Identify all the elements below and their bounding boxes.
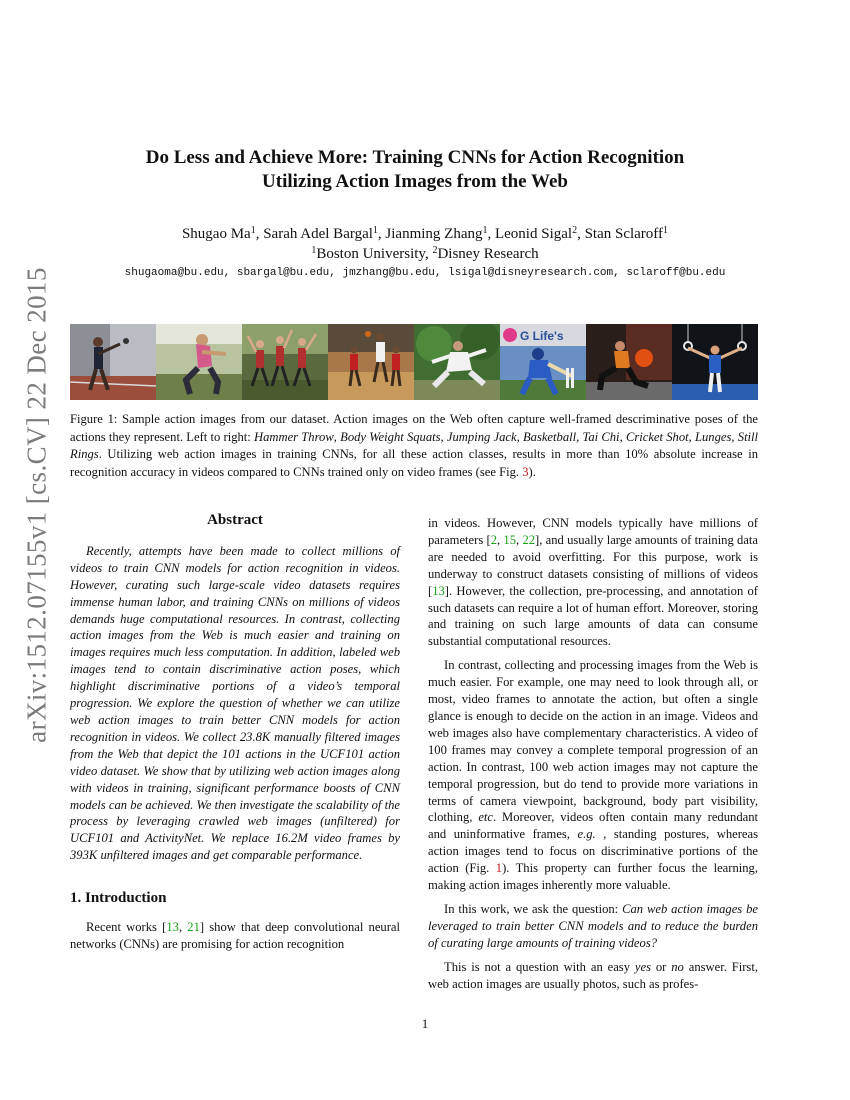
intro-text: , <box>178 920 188 935</box>
body-text: e.g. <box>577 827 596 842</box>
body-text: in videos. However, CNN models typically have millions of parameters [ <box>428 516 758 547</box>
caption-text: ). <box>528 464 536 479</box>
caption-action: Lunges <box>695 429 732 444</box>
photo-hammer-throw <box>70 324 156 400</box>
caption-action: Cricket Shot <box>625 429 689 444</box>
figure-1-link[interactable]: 1 <box>495 861 503 876</box>
photo-body-weight-squats <box>156 324 242 400</box>
author-name: Stan Sclaroff <box>584 226 664 242</box>
affiliation-name: Boston University <box>316 246 425 262</box>
caption-action: Hammer Throw <box>254 429 334 444</box>
author-affiliation-mark: 1 <box>663 225 669 236</box>
body-text: ). This property can further focus the learning, making action images inherently more valuable. <box>428 861 758 893</box>
paper-title <box>90 146 740 194</box>
citation-link[interactable]: 13 <box>166 920 179 935</box>
caption-action: Body Weight Squats <box>340 429 441 444</box>
body-text: This is not a question with an easy <box>444 959 635 974</box>
left-column <box>70 512 400 960</box>
caption-action: Jumping Jack <box>446 429 517 444</box>
author-list: Shugao Ma$^1$, Sarah Adel Bargal$^1$, Jianming Zhang$^1$, Leonid Sigal$^2$, Stan Sclaroff$^1$ <box>181 225 669 242</box>
arxiv-identifier-text: arXiv:1512.07155v1 [cs.CV] 22 Dec 2015 <box>21 267 52 743</box>
right-paragraph-4 <box>428 959 758 993</box>
intro-text: Recent works [ <box>86 920 167 935</box>
author-affiliation-mark: 1 <box>482 225 488 236</box>
caption-action: Basketball <box>522 429 577 444</box>
author-emails: shugaoma@bu.edu, sbargal@bu.edu, jmzhang@bu.edu, lsigal@disneyresearch.com, sclaroff@bu.edu <box>124 267 726 279</box>
right-paragraph-3 <box>428 901 758 952</box>
photo-banner-text: G Life's <box>520 329 564 343</box>
body-text: yes <box>634 959 651 974</box>
body-text: no <box>671 959 684 974</box>
title-line-2: Utilizing Action Images from the Web <box>262 171 568 192</box>
photo-jumping-jack <box>242 324 328 400</box>
right-paragraph-1: in videos. However, CNN models typically have millions of parameters [2, 15, 22], and usually large amounts of training data are needed to avoid overfitting. For this purpose, work is underway to construct datasets consisting of millions of videos [13]. However, the collection, pre-processing, and annotation of such datasets can require a lot of human effort. Moreover, storing and training on such large amounts of data can consume substantial computational resources. <box>428 516 759 649</box>
photo-basketball <box>328 324 414 400</box>
caption-action: Tai Chi <box>582 429 620 444</box>
caption-text: Figure 1: Sample action images from our dataset. Action images on the Web often capture well-framed descriminative poses of the actions they represent. Left to right: <box>70 412 758 444</box>
affiliation-name: Disney Research <box>437 246 539 262</box>
body-text: . Moreover, videos often contain many redundant and uninformative frames, <box>428 810 759 842</box>
intro-paragraph <box>70 919 400 953</box>
page-number: 1 <box>421 1017 429 1031</box>
author-affiliation-mark: 1 <box>250 225 256 236</box>
photo-tai-chi <box>414 324 500 400</box>
caption-action: Still Rings <box>70 429 759 461</box>
body-text: , standing postures, whereas action images tend to focus on discriminative portions of the action (Fig. <box>428 827 758 876</box>
abstract-text: Recently, attempts have been made to collect millions of videos to train CNN models for action recognition in videos. However, curating such large-scale video datasets requires immense human labor, and training CNNs on millions of videos demands huge computational resources. In contrast, collecting action images from the Web is much easier and training on images requires much less computation. In addition, labeled web images tend to contain discriminative action poses, which highlight discriminative portions of a video’s temporal progression. We explore the question of whether we can utilize web action images to train better CNN models for action recognition in videos. We collect 23.8K manually filtered images from the Web that depict the 101 actions in the UCF101 action video dataset. We show that by utilizing web action images along with videos in training, significant performance boosts of CNN models can be achieved. We then investigate the scalability of the process by leveraging crawled web images (unfiltered) for UCF101 and ActivityNet. We replace 16.2M video frames by 393K unfiltered images and get comparable performance. <box>70 543 400 863</box>
author-name: Shugao Ma <box>181 226 251 242</box>
figure-3-link[interactable]: 3 <box>522 464 529 479</box>
author-name: Sarah Adel Bargal <box>263 226 373 242</box>
introduction-heading: 1. Introduction <box>70 890 167 907</box>
caption-text: . Utilizing web action images in training CNNs, for all these action classes, results in more than 10% absolute increase in recognition accuracy in videos compared to CNNs trained only on video frames (see Fig. <box>70 447 758 479</box>
citation-link[interactable]: 15 <box>503 532 517 547</box>
affiliation-number: 1 <box>311 245 317 256</box>
citation-link[interactable]: 22 <box>522 532 536 547</box>
author-name: Jianming Zhang <box>385 226 483 242</box>
body-text: ], and usually large amounts of training data are needed to avoid overfitting. For this purpose, work is underway to construct datasets consisting of millions of videos [ <box>428 532 759 598</box>
body-text: In contrast, collecting and processing images from the Web is much easier. For example, one may need to look through all, or most, video frames to annotate the action, but often a single glance is enough to decide on the action in an image. Videos and web images also have complementary characteristics. A video of 100 frames may convey a complete temporal progression of an action. In contrast, 100 web action images may not capture the temporal progression, but do tend to provide more variations in terms of camera viewpoint, background, body part visibility, clothing, <box>428 658 758 825</box>
photo-lunges <box>586 324 672 400</box>
title-line-1: Do Less and Achieve More: Training CNNs for Action Recognition <box>145 147 685 168</box>
abstract-heading: Abstract <box>207 512 263 528</box>
research-question: Can web action images be leveraged to train better CNN models and to reduce the burden of curating large amounts of training videos? <box>428 901 758 950</box>
body-text: ]. However, the collection, pre-processing, and annotation of such datasets can require a lot of human effort. Moreover, storing and training on such large amounts of data can consume substantial computational resources. <box>428 583 758 649</box>
figure-1-image-strip <box>70 324 758 400</box>
photo-cricket-shot <box>500 324 586 400</box>
body-text: etc <box>478 810 494 825</box>
intro-text: ] show that deep convolutional neural networks (CNNs) are promising for action recognition <box>70 920 401 951</box>
body-text: or <box>650 959 672 974</box>
affiliation-list: $^1$Boston University, $^2$Disney Research <box>311 245 539 262</box>
citation-link[interactable]: 2 <box>490 532 497 547</box>
author-affiliation-mark: 1 <box>372 225 378 236</box>
arxiv-identifier <box>21 267 52 743</box>
citation-link[interactable]: 21 <box>187 920 200 935</box>
author-name: Leonid Sigal <box>494 226 573 242</box>
affiliation-number: 2 <box>432 245 438 256</box>
right-paragraph-2 <box>428 657 758 894</box>
photo-still-rings <box>672 324 758 400</box>
body-text: answer. First, web action images are usually photos, such as profes- <box>428 959 758 991</box>
right-column <box>428 515 758 999</box>
body-text: In this work, we ask the question: <box>444 901 623 916</box>
citation-link[interactable]: 13 <box>432 583 445 598</box>
figure-1-caption: Figure 1: Sample action images from our dataset. Action images on the Web often capture well-framed descriminative poses of the actions they represent. Left to right: Hammer Throw, Body Weight Squats, Jumping Jack, Basketball, Tai Chi, Cricket Shot, Lunges, Still Rings. Utilizing web action images in training CNNs, for all these action classes, results in more than 10% absolute increase in recognition accuracy in videos compared to CNNs trained only on video frames (see Fig. 3). <box>70 412 759 479</box>
author-affiliation-mark: 2 <box>572 225 578 236</box>
